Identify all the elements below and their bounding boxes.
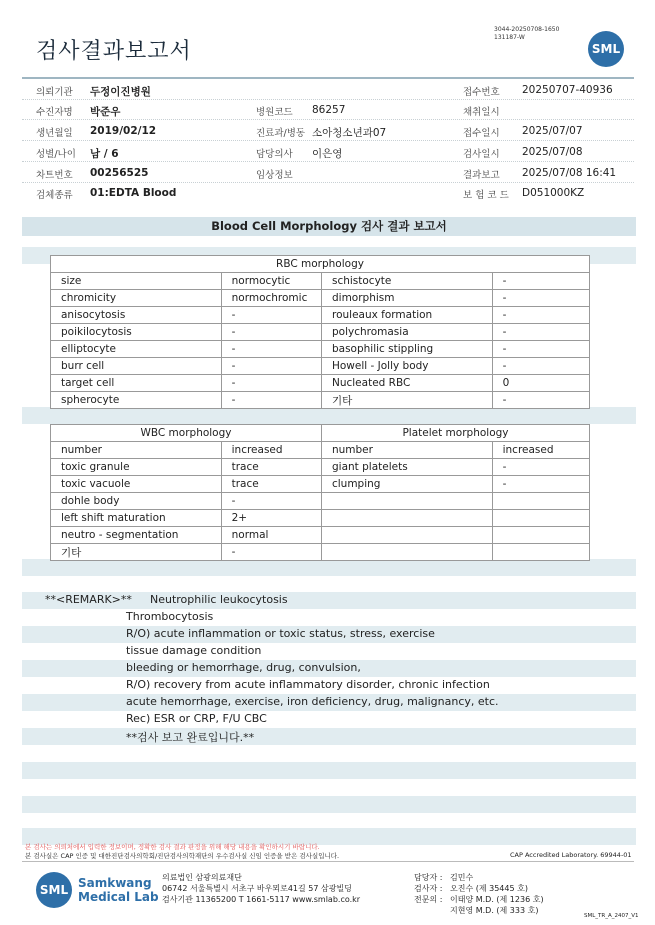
table-row (51, 544, 590, 561)
table-cell: number (51, 442, 222, 459)
table-row (51, 459, 590, 476)
table-cell: increased (492, 442, 589, 459)
info-label: 접수일시 (463, 128, 500, 139)
table-cell: target cell (51, 375, 222, 392)
table-row (51, 324, 590, 341)
info-label: 진료과/병동 (256, 128, 306, 139)
table-cell: - (492, 459, 589, 476)
remark-line: R/O) recovery from acute inflammatory disorder, chronic infection (126, 678, 490, 691)
table-cell: size (51, 273, 222, 290)
stripe-band (22, 407, 636, 424)
table-cell: elliptocyte (51, 341, 222, 358)
info-label: 수진자명 (36, 107, 73, 118)
info-value: 20250707-40936 (522, 84, 613, 96)
table-row (51, 358, 590, 375)
info-value: 2025/07/07 (522, 125, 583, 137)
table-cell: dohle body (51, 493, 222, 510)
info-value: 박준우 (90, 106, 121, 118)
info-row (22, 121, 634, 141)
info-label: 검체종류 (36, 190, 73, 201)
info-label: 채취일시 (463, 107, 500, 118)
table-cell: - (492, 392, 589, 409)
document-id: 3044-20250708-1650 131187-W (494, 26, 560, 41)
wbc-platelet-table (50, 424, 590, 561)
rbc-header: RBC morphology (51, 256, 590, 273)
staff-name: 지현영 M.D. (제 333 호) (450, 906, 539, 915)
staff-line (414, 894, 544, 905)
info-label: 결과보고 (463, 170, 500, 181)
platelet-header: Platelet morphology (321, 425, 589, 442)
table-row (51, 510, 590, 527)
footer-staff (414, 872, 544, 916)
staff-name: 이태양 M.D. (제 1236 호) (450, 895, 544, 904)
table-cell: neutro - segmentation (51, 527, 222, 544)
staff-role: 담당자 : (414, 873, 443, 882)
table-cell: - (492, 307, 589, 324)
rbc-morphology-table (50, 255, 590, 409)
table-cell: trace (221, 476, 321, 493)
remark-label: **<REMARK>** (45, 593, 132, 606)
footer-brand: Samkwang Medical Lab (78, 876, 159, 904)
table-cell (492, 527, 589, 544)
table-cell: - (492, 476, 589, 493)
table-cell: normocytic (221, 273, 321, 290)
stripe-band (22, 796, 636, 813)
staff-role: 전문의 : (414, 895, 443, 904)
table-cell: - (221, 544, 321, 561)
info-value: 01:EDTA Blood (90, 187, 177, 199)
info-label: 차트번호 (36, 170, 73, 181)
table-row (51, 392, 590, 409)
certification-text: 본 검사실은 CAP 인증 및 대한진단검사의학회/진단검사의학재단의 우수검사실 신임 인증을 받은 검사실입니다. (25, 852, 340, 860)
table-cell: - (221, 493, 321, 510)
table-cell: - (221, 324, 321, 341)
table-cell: - (221, 375, 321, 392)
info-label: 의뢰기관 (36, 87, 73, 98)
table-cell: - (492, 324, 589, 341)
info-label: 성별/나이 (36, 149, 76, 160)
stripe-band (22, 559, 636, 576)
table-cell: giant platelets (321, 459, 492, 476)
table-cell: - (492, 290, 589, 307)
info-row (22, 80, 634, 100)
table-cell: - (221, 307, 321, 324)
info-value: 이은영 (312, 148, 343, 160)
table-cell: left shift maturation (51, 510, 222, 527)
stripe-band (22, 728, 636, 745)
table-row (51, 527, 590, 544)
table-cell (492, 510, 589, 527)
table-cell (321, 493, 492, 510)
table-cell: 0 (492, 375, 589, 392)
info-label: 담당의사 (256, 149, 293, 160)
table-cell (321, 510, 492, 527)
info-value: 2019/02/12 (90, 125, 157, 137)
table-row (51, 290, 590, 307)
info-value: 86257 (312, 104, 346, 116)
table-cell: Nucleated RBC (321, 375, 492, 392)
table-cell: dimorphism (321, 290, 492, 307)
remark-line: R/O) acute inflammation or toxic status, stress, exercise (126, 627, 435, 640)
table-cell: spherocyte (51, 392, 222, 409)
remark-line: bleeding or hemorrhage, drug, convulsion, (126, 661, 361, 674)
info-label: 보 험 코 드 (463, 190, 509, 201)
table-cell: normal (221, 527, 321, 544)
info-value: 00256525 (90, 167, 149, 179)
table-row (51, 493, 590, 510)
stripe-band (22, 762, 636, 779)
remark-line: acute hemorrhage, exercise, iron deficiency, drug, malignancy, etc. (126, 695, 499, 708)
staff-line (414, 905, 544, 916)
table-row (51, 442, 590, 459)
staff-line (414, 872, 544, 883)
table-cell: poikilocytosis (51, 324, 222, 341)
table-row (51, 341, 590, 358)
sml-logo: SML (588, 31, 624, 67)
divider (22, 77, 634, 79)
table-cell: 기타 (51, 544, 222, 561)
table-row (51, 375, 590, 392)
remark-line: Neutrophilic leukocytosis (150, 593, 288, 606)
table-cell: increased (221, 442, 321, 459)
info-value: 2025/07/08 16:41 (522, 167, 617, 179)
remark-line: Thrombocytosis (126, 610, 214, 623)
table-cell: chromicity (51, 290, 222, 307)
info-label: 검사일시 (463, 149, 500, 160)
staff-name: 김민수 (450, 873, 474, 882)
table-cell: Howell - Jolly body (321, 358, 492, 375)
table-cell (321, 544, 492, 561)
info-row (22, 163, 634, 183)
footer-divider (22, 861, 634, 862)
info-label: 병원코드 (256, 107, 293, 118)
table-cell: trace (221, 459, 321, 476)
table-row (51, 476, 590, 493)
info-value: D051000KZ (522, 187, 585, 199)
table-cell: burr cell (51, 358, 222, 375)
info-value: 남 / 6 (90, 148, 119, 160)
staff-role: 검사자 : (414, 884, 443, 893)
table-cell: basophilic stippling (321, 341, 492, 358)
remark-line: tissue damage condition (126, 644, 262, 657)
table-cell (321, 527, 492, 544)
table-row (51, 273, 590, 290)
table-cell: anisocytosis (51, 307, 222, 324)
table-cell: - (492, 358, 589, 375)
table-cell (492, 493, 589, 510)
table-cell: - (492, 341, 589, 358)
table-cell: - (221, 358, 321, 375)
info-label: 생년월일 (36, 128, 73, 139)
info-row (22, 142, 634, 162)
remark-line: **검사 보고 완료입니다.** (126, 731, 255, 744)
form-code: SML_TR_A_2407_V1 (584, 913, 639, 919)
staff-name: 오진수 (제 35445 호) (450, 884, 528, 893)
table-cell: schistocyte (321, 273, 492, 290)
info-label: 임상정보 (256, 170, 293, 181)
table-cell: - (492, 273, 589, 290)
table-cell: polychromasia (321, 324, 492, 341)
table-cell: - (221, 341, 321, 358)
table-cell: toxic vacuole (51, 476, 222, 493)
table-cell: normochromic (221, 290, 321, 307)
info-row (22, 100, 634, 120)
table-row (51, 307, 590, 324)
info-value: 소아청소년과07 (312, 127, 387, 139)
info-label: 접수번호 (463, 87, 500, 98)
table-cell: toxic granule (51, 459, 222, 476)
table-cell: number (321, 442, 492, 459)
wbc-header: WBC morphology (51, 425, 322, 442)
staff-line (414, 883, 544, 894)
morphology-section-title: Blood Cell Morphology 검사 결과 보고서 (22, 217, 636, 236)
notice-text: 본 검사는 의뢰처에서 입력한 정보이며, 정확한 검사 결과 판정을 위해 해당 내용을 확인하시기 바랍니다. (25, 843, 320, 851)
footer-address: 의료법인 삼광의료재단 06742 서울특별시 서초구 바우뫼로41길 57 삼광빌딩 검사기관 11365200 T 1661-5117 www.smlab.co.kr (162, 873, 361, 904)
table-cell: 2+ (221, 510, 321, 527)
report-title: 검사결과보고서 (36, 39, 192, 64)
info-row (22, 183, 634, 203)
cap-text: CAP Accredited Laboratory. 69944-01 (510, 851, 632, 859)
table-cell: clumping (321, 476, 492, 493)
table-cell: rouleaux formation (321, 307, 492, 324)
info-value: 2025/07/08 (522, 146, 583, 158)
table-cell: 기타 (321, 392, 492, 409)
info-value: 두정이진병원 (90, 86, 151, 98)
table-cell (492, 544, 589, 561)
remark-line: Rec) ESR or CRP, F/U CBC (126, 712, 267, 725)
table-cell: - (221, 392, 321, 409)
footer-logo: SML (36, 872, 72, 908)
